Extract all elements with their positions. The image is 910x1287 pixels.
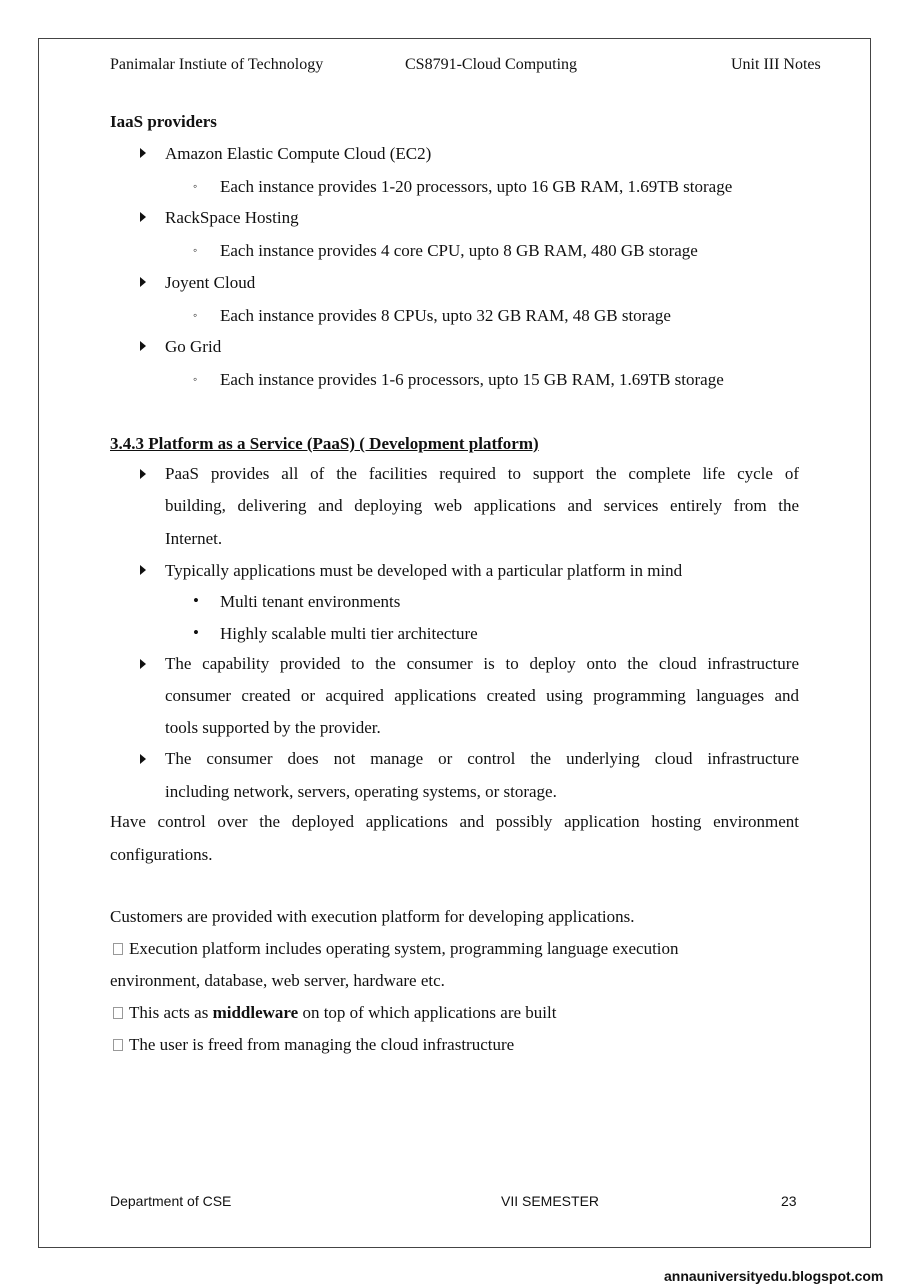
bullet-triangle-icon xyxy=(140,341,146,351)
paas-sub-item: Highly scalable multi tier architecture xyxy=(220,624,478,643)
footer-page-number: 23 xyxy=(781,1193,797,1209)
provider-name: Joyent Cloud xyxy=(165,273,256,292)
bullet-triangle-icon xyxy=(140,565,146,575)
paas-bullet-4-line-1: The consumer does not manage or control the underlying cloud infrastructure xyxy=(165,749,799,768)
paas-bullet-4-line-2: including network, servers, operating systems, or storage. xyxy=(165,782,557,801)
provider-name: Amazon Elastic Compute Cloud (EC2) xyxy=(165,144,432,163)
bullet-triangle-icon xyxy=(140,277,146,287)
middleware-term: middleware xyxy=(212,1003,299,1022)
missing-glyph-icon xyxy=(113,943,123,955)
paas-paragraph-1-line-1: Have control over the deployed applications and possibly application hosting environment xyxy=(110,812,799,831)
paas-paragraph-1-line-2: configurations. xyxy=(110,845,213,864)
paas-heading: 3.4.3 Platform as a Service (PaaS) ( Development platform) xyxy=(110,434,539,453)
paas-bullet-3-line-3: tools supported by the provider. xyxy=(165,718,381,737)
provider-name: RackSpace Hosting xyxy=(165,208,299,227)
circle-bullet-icon: ◦ xyxy=(193,179,198,193)
missing-glyph-icon xyxy=(113,1007,123,1019)
watermark-url: annauniversityedu.blogspot.com xyxy=(664,1268,884,1284)
circle-bullet-icon: ◦ xyxy=(193,372,198,386)
footer-semester: VII SEMESTER xyxy=(501,1193,600,1209)
bullet-triangle-icon xyxy=(140,148,146,158)
bullet-triangle-icon xyxy=(140,469,146,479)
paas-bullet-1-line-2: building, delivering and deploying web applications and services entirely from the xyxy=(165,496,799,515)
provider-detail: Each instance provides 1-20 processors, upto 16 GB RAM, 1.69TB storage xyxy=(220,177,733,196)
paas-paragraph-2: Customers are provided with execution platform for developing applications. xyxy=(110,907,635,926)
paas-bullet-2: Typically applications must be developed with a particular platform in mind xyxy=(165,561,683,580)
header-course: CS8791-Cloud Computing xyxy=(405,56,578,73)
missing-glyph-icon xyxy=(113,1039,123,1051)
paas-paragraph-5: The user is freed from managing the cloud infrastructure xyxy=(129,1035,515,1054)
header-unit: Unit III Notes xyxy=(731,56,821,73)
footer-department: Department of CSE xyxy=(110,1193,232,1209)
bullet-triangle-icon xyxy=(140,212,146,222)
paas-paragraph-4 xyxy=(129,1002,556,1024)
paas-paragraph-4-pre: This acts as xyxy=(129,1003,213,1022)
provider-detail: Each instance provides 8 CPUs, upto 32 GB RAM, 48 GB storage xyxy=(220,306,671,325)
circle-bullet-icon: ◦ xyxy=(193,243,198,257)
paas-bullet-1-line-1: PaaS provides all of the facilities required to support the complete life cycle of xyxy=(165,464,799,483)
provider-detail: Each instance provides 4 core CPU, upto 8 GB RAM, 480 GB storage xyxy=(220,241,698,260)
paas-sub-item: Multi tenant environments xyxy=(220,592,401,611)
header-institute: Panimalar Instiute of Technology xyxy=(110,56,324,73)
bullet-triangle-icon xyxy=(140,659,146,669)
paas-bullet-3-line-2: consumer created or acquired applications created using programming languages and xyxy=(165,686,799,705)
paas-paragraph-3-line-1: Execution platform includes operating system, programming language execution xyxy=(129,939,679,958)
paas-bullet-1-line-3: Internet. xyxy=(165,529,223,548)
circle-bullet-icon: ◦ xyxy=(193,308,198,322)
iaas-heading: IaaS providers xyxy=(110,112,217,131)
paas-bullet-3-line-1: The capability provided to the consumer is to deploy onto the cloud infrastructure xyxy=(165,654,799,673)
dot-bullet-icon: • xyxy=(193,591,199,610)
dot-bullet-icon: • xyxy=(193,623,199,642)
provider-detail: Each instance provides 1-6 processors, upto 15 GB RAM, 1.69TB storage xyxy=(220,370,724,389)
bullet-triangle-icon xyxy=(140,754,146,764)
paas-paragraph-4-post: on top of which applications are built xyxy=(298,1003,557,1022)
paas-paragraph-3-line-2: environment, database, web server, hardware etc. xyxy=(110,971,445,990)
provider-name: Go Grid xyxy=(165,337,222,356)
